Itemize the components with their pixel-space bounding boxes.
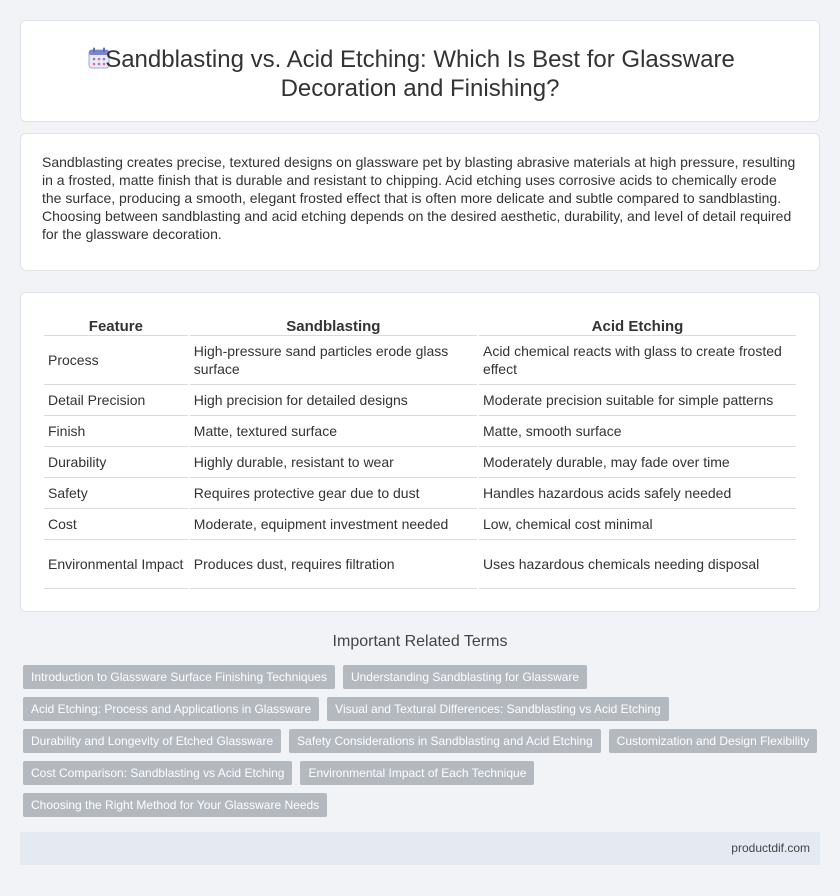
table-cell: Environmental Impact	[44, 540, 188, 589]
page-title-line1: Sandblasting vs. Acid Etching: Which Is Best for Glassware	[105, 46, 735, 73]
comparison-card	[20, 292, 820, 612]
related-terms-list	[23, 665, 823, 825]
comparison-table	[42, 314, 798, 589]
related-term-link[interactable]: Choosing the Right Method for Your Glassware Needs	[23, 793, 327, 817]
page-title	[21, 45, 819, 103]
table-cell: Matte, smooth surface	[479, 416, 796, 447]
table-cell: Moderately durable, may fade over time	[479, 447, 796, 478]
table-cell: Process	[44, 336, 188, 385]
table-cell: Uses hazardous chemicals needing disposal	[479, 540, 796, 589]
tag-row	[23, 697, 823, 729]
related-term-link[interactable]: Environmental Impact of Each Technique	[300, 761, 534, 785]
related-term-link[interactable]: Cost Comparison: Sandblasting vs Acid Etching	[23, 761, 292, 785]
table-cell: Moderate precision suitable for simple patterns	[479, 385, 796, 416]
summary-text: Sandblasting creates precise, textured designs on glassware pet by blasting abrasive materials at high pressure, resulting in a frosted, matte finish that is durable and resistant to chipping. Acid etching uses corrosive acids to chemically erode the surface, producing a smooth, elegant frosted effect that is often more delicate and subtle compared to sandblasting. Choosing between sandblasting and acid etching depends on the desired aesthetic, durability, and level of detail required for the glassware decoration.	[42, 154, 796, 242]
table-row	[44, 540, 796, 589]
table-cell: Requires protective gear due to dust	[190, 478, 477, 509]
tag-row	[23, 761, 823, 793]
tag-row	[23, 793, 823, 825]
footer	[20, 832, 820, 865]
table-cell: High-pressure sand particles erode glass surface	[190, 336, 477, 385]
related-term-link[interactable]: Introduction to Glassware Surface Finishing Techniques	[23, 665, 335, 689]
related-term-link[interactable]: Durability and Longevity of Etched Glassware	[23, 729, 281, 753]
related-terms-title: Important Related Terms	[332, 633, 508, 650]
table-row	[44, 336, 796, 385]
table-header-row	[44, 314, 796, 336]
related-term-link[interactable]: Acid Etching: Process and Applications in Glassware	[23, 697, 319, 721]
table-cell: Low, chemical cost minimal	[479, 509, 796, 540]
table-cell: Produces dust, requires filtration	[190, 540, 477, 589]
table-cell: Safety	[44, 478, 188, 509]
table-cell: Detail Precision	[44, 385, 188, 416]
table-cell: Acid chemical reacts with glass to create frosted effect	[479, 336, 796, 385]
table-cell: Cost	[44, 509, 188, 540]
table-row	[44, 478, 796, 509]
page-title-line2: Decoration and Finishing?	[280, 75, 560, 102]
header-sandblasting: Sandblasting	[190, 314, 477, 336]
table-row	[44, 385, 796, 416]
footer-site-link[interactable]: productdif.com	[731, 841, 810, 855]
related-term-link[interactable]: Safety Considerations in Sandblasting and Acid Etching	[289, 729, 601, 753]
related-term-link[interactable]: Visual and Textural Differences: Sandblasting vs Acid Etching	[327, 697, 669, 721]
table-cell: Handles hazardous acids safely needed	[479, 478, 796, 509]
related-term-link[interactable]: Customization and Design Flexibility	[609, 729, 818, 753]
tag-row	[23, 729, 823, 761]
table-row	[44, 447, 796, 478]
tag-row	[23, 665, 823, 697]
table-row	[44, 509, 796, 540]
header-acid-etching: Acid Etching	[479, 314, 796, 336]
table-cell: Highly durable, resistant to wear	[190, 447, 477, 478]
table-cell: Finish	[44, 416, 188, 447]
table-cell: High precision for detailed designs	[190, 385, 477, 416]
summary-card	[20, 133, 820, 271]
table-cell: Moderate, equipment investment needed	[190, 509, 477, 540]
header-feature: Feature	[44, 314, 188, 336]
table-cell: Matte, textured surface	[190, 416, 477, 447]
related-term-link[interactable]: Understanding Sandblasting for Glassware	[343, 665, 587, 689]
table-row	[44, 416, 796, 447]
title-card	[20, 20, 820, 122]
table-cell: Durability	[44, 447, 188, 478]
